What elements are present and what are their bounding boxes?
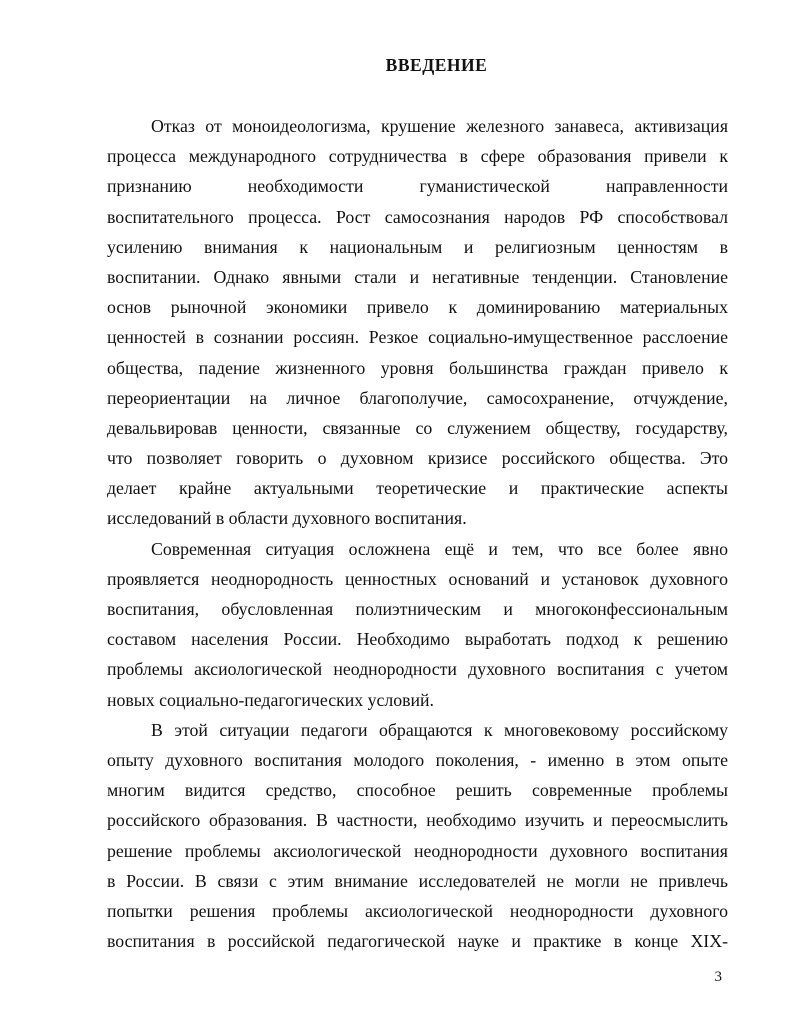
page-title: ВВЕДЕНИЕ [385, 55, 488, 75]
text-line: усилению внимания к национальным и религиозным ценностям в [107, 236, 728, 257]
text-line: девальвировав ценности, связанные со служением обществу, государству, [107, 417, 728, 438]
text-line: проявляется неоднородность ценностных оснований и установок духовного [107, 568, 728, 589]
text-line: Современная ситуация осложнена ещё и тем, что все более явно [151, 538, 728, 559]
text-line: процесса международного сотрудничества в сфере образования привели к [107, 146, 728, 167]
text-line: делает крайне актуальными теоретические и практические аспекты [107, 478, 728, 499]
text-line: воспитательного процесса. Рост самосознания народов РФ способствовал [107, 206, 728, 227]
text-line: проблемы аксиологической неоднородности духовного воспитания с учетом [107, 659, 728, 680]
text-line: составом населения России. Необходимо выработать подход к решению [107, 629, 728, 650]
text-line: воспитания в российской педагогической науке и практике в конце XIX- [107, 931, 728, 952]
text-line: исследований в области духовного воспитания. [107, 508, 467, 529]
text-line: многим видится средство, способное решить современные проблемы [107, 780, 728, 801]
paragraph-1 [107, 111, 728, 534]
text-line: ценностей в сознании россиян. Резкое социально-имущественное расслоение [107, 327, 728, 348]
text-line: воспитании. Однако явными стали и негативные тенденции. Становление [107, 266, 728, 287]
paragraph-2 [107, 534, 728, 715]
text-line: в России. В связи с этим внимание исследователей не могли не привлечь [107, 870, 728, 891]
text-line: признанию необходимости гуманистической направленности [107, 176, 728, 197]
text-line: что позволяет говорить о духовном кризисе российского общества. Это [107, 448, 728, 469]
text-line: переориентации на личное благополучие, самосохранение, отчуждение, [107, 387, 728, 408]
text-line: общества, падение жизненного уровня большинства граждан привело к [107, 357, 728, 378]
paragraph-3 [107, 715, 728, 957]
text-line: попытки решения проблемы аксиологической неоднородности духовного [107, 900, 728, 921]
text-line: воспитания, обусловленная полиэтническим и многоконфессиональным [107, 599, 728, 619]
text-line: решение проблемы аксиологической неоднородности духовного воспитания [107, 840, 728, 861]
text-line: Отказ от моноидеологизма, крушение железного занавеса, активизация [151, 116, 728, 136]
page-number: 3 [714, 969, 722, 985]
text-line: новых социально-педагогических условий. [107, 689, 434, 710]
text-line: основ рыночной экономики привело к доминированию материальных [107, 297, 728, 318]
text-line: российского образования. В частности, необходимо изучить и переосмыслить [107, 810, 728, 831]
text-line: В этой ситуации педагоги обращаются к многовековому российскому [151, 719, 728, 740]
document-body [107, 111, 728, 956]
text-line: опыту духовного воспитания молодого поколения, - именно в этом опыте [107, 749, 728, 770]
